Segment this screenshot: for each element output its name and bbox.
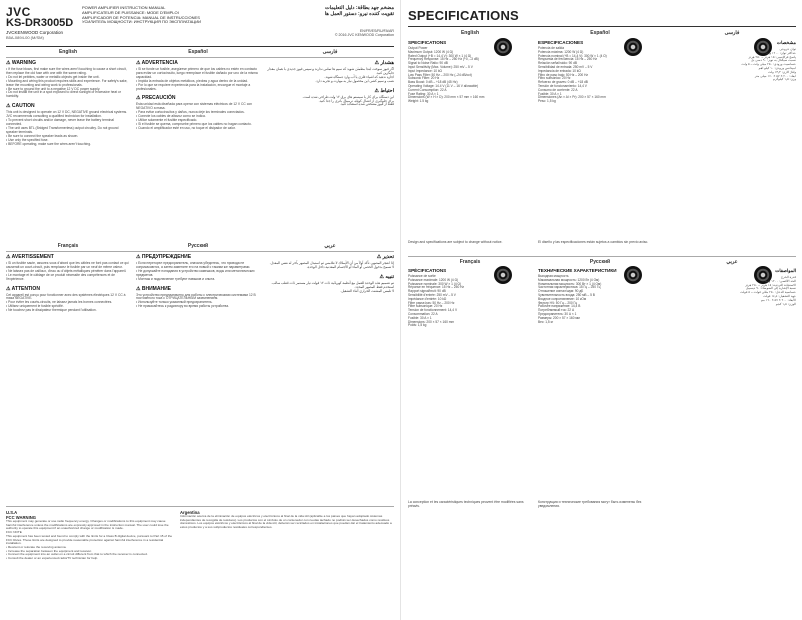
spec-title-ru: ТЕХНИЧЕСКИЕ ХАРАКТЕРИСТИКИ (538, 268, 617, 273)
manual-titles-rtl (294, 5, 394, 17)
caution-text-en: This unit is designed to operate on 12 V DC, NEGATIVE ground electrical systems. JVC recommends consulting a qualified technician for installation. • To prevent short circuits and/or damage, never leave the battery terminal connected. • The unit uses BTL (Bridged Transformerless) output circuitry. Do not ground speaker terminals. • Be sure to connect the speaker leads as shown. • Use only the specified fuse. • BEFORE operating, make sure the wires aren't touching. (6, 110, 128, 146)
spec-title-en: SPECIFICATIONS (408, 40, 447, 45)
document-header (6, 5, 394, 43)
column-rule-middle (6, 251, 394, 252)
advertencia-text-es: • Si se funde un fusible, asegúrese primero de que los cables no estén en contacto para evitar un cortocircuito, luego reemplace el fusible dañado por uno de la misma capacidad. • Impida la entrada de objetos metálicos, piedras y agua dentro de la unidad. • Por lo que se requiere experiencia para la instalación, encargue el montaje a profesionales. (136, 67, 258, 91)
left-page (0, 0, 400, 620)
spec-heading-russian: Русский (589, 259, 611, 265)
spec-heading-francais: Français (459, 259, 481, 265)
title-fr: AMPLIFICATEUR DE PUISSANCE: MODE D'EMPLOI (82, 9, 179, 15)
spec-text-ru: Выходная мощность Максимальная мощность: 1200 Вт (4 Ом) Номинальная мощность: 300 Вт × 1 (4 Ом) Частотная характеристика: 15 Гц – 250 Гц Отношение сигнал/шум: 90 дБ Чувствительность входа: 250 мВ – 5 В Входное сопротивление: 10 кОм Фильтр НЧ: 50 Гц – 200 Гц Рабочее напряжение: 14,4 В Потребляемый ток: 22 А Предохранитель: 30 А × 1 Размеры: 200 × 57 × 160 мм Вес: 1,5 кг (538, 274, 602, 324)
section-francais (6, 254, 130, 504)
precaucion-title-es: ⚠ PRECAUCIÓN (136, 95, 176, 102)
meta-languages: EN/FR/ES/RU/FA/AR (359, 29, 394, 33)
column-heading-arabic: عربي (324, 243, 336, 249)
argentina-title: Argentina (180, 510, 200, 515)
spec-heading-farsi: فارسی (724, 30, 740, 36)
predosterezhenie-text-ru: • Если перегорел предохранитель, сначала убедитесь, что провода не соприкасаются, а затем замените его на новый с такими же параметрами. • Не допускайте попадания в устройство камешков, воды или металлических предметов. • Монтаж и подключение требуют навыков и опыта. (136, 261, 255, 281)
column-heading-espanol: Español (188, 49, 208, 55)
spec-title-ar: المواصفات (775, 268, 796, 273)
spec-column-farsi (672, 40, 796, 240)
footnote-en: Design and specifications are subject to change without notice. (408, 240, 503, 244)
caution-title-fa: احتیاط ⚠ (374, 87, 394, 94)
spec-column-english (408, 40, 528, 240)
warning-title-en: ⚠ WARNING (6, 60, 37, 66)
spec-heading-espanol: Español (590, 30, 610, 36)
section-arabic (266, 254, 394, 504)
title-fa: تقویت کننده نیرو: دستور العمل ها (324, 11, 394, 17)
vnimanie-title-ru: ⚠ ВНИМАНИЕ (136, 285, 172, 292)
tahzir-text-ar: إذا انفجر المصهر، تأكد أولاً من أن الأسلاك لا تتلامس ثم استبدل المصهر بآخر له نفس المعدل. لا تسمح بدخول الحصى أو الماء أو الأجسام المعدنية داخل الوحدة. (269, 261, 394, 269)
footnote-es: El diseño y las especificaciones están sujetos a cambios sin previo aviso. (538, 240, 649, 244)
vnimanie-text-ru: Это устройство предназначено для работы с электрическими системами 12 В постоянного тока с ОТРИЦАТЕЛЬНЫМ заземлением. • Используйте только указанный предохранитель. • Не прикасайтесь к радиатору во время работы устройства. (136, 292, 256, 309)
manual-titles (82, 6, 292, 25)
header-rule (6, 46, 394, 47)
section-farsi-top (266, 60, 394, 240)
column-heading-francais: Français (57, 243, 79, 249)
tahzir-title-ar: تحذير ⚠ (376, 254, 394, 260)
caution-text-fa: این دستگاه برای کار با سیستم های برق ۱۲ ولت طراحی شده است. برای جلوگیری از اتصال کوتاه، ترمینال باتری را جدا کنید. فقط از فیوز مشخص شده استفاده کنید. (302, 94, 394, 107)
title-es: AMPLIFICADOR DE POTENCIA: MANUAL DE INSTRUCCIONES (82, 14, 200, 20)
specifications-heading: SPECIFICATIONS (408, 8, 519, 23)
spec-heading-english: English (460, 30, 480, 36)
advertencia-title-es: ⚠ ADVERTENCIA (136, 60, 178, 66)
meta-copyright: © 2016 JVC KENWOOD Corporation (334, 33, 394, 37)
right-page (402, 0, 802, 620)
spec-middle-rule (408, 256, 796, 257)
spec-text-ar: قدرة الخرج الحد الأقصى: ١٢٠٠ واط الاستجابة الترددية: ١٥ هرتز – ٢٥٠ هرتز نسبة الإشارة إلى الضوضاء: ٩٠ ديسيبل حساسية الدخل: ٢٥٠ مللي فولت – ٥ فولت جهد التشغيل: ١٤٫٤ فولت الأبعاد: ٢٠٠ × ٥٧ × ١٦٠ مم الوزن: ١٫٥ كجم (740, 275, 796, 306)
warning-text-en: • If the fuse blows, first make sure the wires aren't touching to cause a short circuit, then replace the old fuse with one with the same rating. • Do not let pebbles, water or metallic objects get inside the unit. • Mounting and wiring this product requires skills and experience. For safety's sake, leave the mounting and wiring work to professionals. • Be sure to ground the unit to a negative 12 V DC power supply. • Do not install the unit in a spot exposed to direct sunlight or excessive heat or humidity. (6, 67, 128, 99)
fcc-text: This equipment may generate or use radio frequency energy. Changes or modifications to this equipment may cause harmful interference unless the modifications are expressly approved in the instruction manual. The user could lose the authority to operate this equipment if an unauthorized change or modification is made. FCC NOTE This equipment has been tested and found to comply with the limits for a Class B digital device, pursuant to Part 15 of the FCC Rules. These limits are designed to provide reasonable protection against harmful interference in a residential installation. • Reorient or relocate the receiving antenna. • Increase the separation between the equipment and receiver. • Connect the equipment into an outlet on a circuit different from that to which the receiver is connected. • Consult the dealer or an experienced radio/TV technician for help. (6, 519, 173, 561)
column-heading-farsi: فارسی (322, 49, 338, 55)
avertissement-text-fr: • Si un fusible saute, assurez-vous d'abord que les câbles ne font pas contact ce qui causerait un court-circuit, puis remplacez le fusible par un neuf de même valeur. • Ne laissez pas de cailloux, d'eau ou d'objets métalliques pénétrer dans l'appareil. • Le montage et le câblage de ce produit nécessite des compétences et de l'expérience. (6, 261, 129, 281)
spec-text-es: Potencia de salida Potencia máxima: 1200 W (4 Ω) Potencia nominal (+B = 14,4 V): 300 W × 1 (4 Ω) Respuesta de frecuencia: 15 Hz – 250 Hz Relación señal/ruido: 90 dB Sensibilidad de entrada: 250 mV – 5 V Impedancia de entrada: 10 kΩ Filtro de paso bajo: 50 Hz – 200 Hz Filtro subsónico: 20 Hz Refuerzo de graves: 0 dB – +18 dB Tensión de funcionamiento: 14,4 V Consumo de corriente: 22 A Fusible: 30 A × 1 Dimensiones (An × Al × Pr): 200 × 57 × 160 mm Peso: 1,5 kg (538, 46, 607, 104)
warning-title-fa: هشدار ⚠ (374, 60, 394, 66)
model-number: KS-DR3005D (6, 17, 74, 29)
footnote-ru: Конструкция и технические требования могут быть изменены без уведомления. (538, 500, 642, 508)
section-russian (136, 254, 260, 504)
precaucion-text-es: Esta unidad está diseñada para operar con sistemas eléctricos de 12 V CC con NEGATIVO a masa. • Para evitar cortocircuitos y daños, nunca deje los terminales conectados. • Conecte los cables de altavoz como se indica. • Utilice solamente el fusible especificado. • Si el fusible se quema, compruebe primero que los cables no hagan contacto. • Cuando el amplificador esté en uso, no toque el disipador de calor. (136, 102, 253, 130)
fcc-region: U.S.A (6, 510, 18, 515)
header-meta (274, 29, 394, 37)
attention-text-fr: Cet appareil est conçu pour fonctionner avec des systèmes électriques 12 V CC à masa NÉGATIVE. • Pour éviter les courts-circuits, ne laissez jamais les bornes connectées. • Utilisez uniquement le fusible spécifié. • Ne touchez pas le dissipateur thermique pendant l'utilisation. (6, 292, 126, 313)
footnote-fr: La conception et les caractéristiques techniques peuvent être modifiées sans préavis. (408, 500, 524, 508)
footer-rule (6, 506, 394, 507)
spec-text-fa: توان خروجی حداکثر توان: ۱۲۰۰ وات پاسخ فرکانسی: ۱۵ هرتز – ۲۵۰ هرتز نسبت سیگنال به نویز: ۹۰ دسی بل حساسیت ورودی: ۲۵۰ میلی ولت – ۵ ولت امپدانس ورودی: ۱۰ کیلو اهم ولتاژ کاری: ۱۴٫۴ ولت ابعاد: ۲۰۰ × ۵۷ × ۱۶۰ میلی متر وزن: ۱٫۵ کیلوگرم (741, 47, 796, 82)
spec-column-russian (538, 268, 658, 498)
document-code: B5A-0894-00 (M/SM) (6, 35, 44, 40)
column-rule-top (6, 57, 394, 58)
fcc-title: FCC WARNING (6, 515, 37, 520)
spec-title-es: ESPECIFICACIONES (538, 40, 584, 45)
page-divider (400, 0, 401, 620)
avertissement-title-fr: ⚠ AVERTISSEMENT (6, 254, 54, 260)
spec-column-arabic (672, 268, 796, 498)
spec-heading-arabic: عربي (726, 259, 738, 265)
predosterezhenie-title-ru: ⚠ ПРЕДУПРЕЖДЕНИЕ (136, 254, 192, 260)
warning-text-fa: اگر فیوز سوخت ابتدا مطمئن شوید که سیم ها تماس ندارند و سپس فیوز جدیدی با همان مقدار جایگزین کنید. اجازه ندهید که اشیاء فلزی یا آب وارد دستگاه شوند. نصب و سیم کشی این محصول نیاز به مهارت و تجربه دارد. (267, 67, 394, 83)
corporation-name: JVCKENWOOD Corporation (6, 30, 64, 35)
brand-logo: JVC (6, 5, 31, 19)
spec-text-fr: Puissance de sortie Puissance maximale: 1200 W (4 Ω) Puissance nominale: 300 W × 1 (4 Ω) Réponse en fréquence: 15 Hz – 250 Hz Rapport signal/bruit: 90 dB Sensibilité d'entrée: 250 mV – 5 V Impédance d'entrée: 10 kΩ Filtre passe-bas: 50 Hz – 200 Hz Filtre subsonique: 20 Hz Tension de fonctionnement: 14,4 V Consommation: 22 A Fusible: 30 A × 1 Dimensions: 200 × 57 × 160 mm Poids: 1,5 kg (408, 274, 464, 328)
spec-title-fa: مشخصات (776, 40, 796, 45)
section-english-top (6, 60, 130, 240)
column-heading-english: English (58, 49, 78, 55)
title-ar: مضخم جهد بطاقة: دليل التعليمات (324, 5, 394, 11)
caution-title-en: ⚠ CAUTION (6, 103, 35, 110)
attention-title-fr: ⚠ ATTENTION (6, 285, 40, 292)
spec-column-espanol (538, 40, 658, 240)
specifications-rule (408, 26, 796, 27)
column-heading-russian: Русский (187, 243, 209, 249)
spec-text-en: Output Power Maximum Output: 1200 W (4 Ω) Rated Output (+B = 14.4 V): 300 W × 1 (4 Ω) Frequency Response: 15 Hz – 250 Hz (+0, –3 dB) Signal to Noise Ratio: 90 dB Input Sensitivity (Max. Volume): 250 mV – 5 V Input Impedance: 10 kΩ Low Pass Filter: 50 Hz – 200 Hz (–24 dB/oct) Subsonic Filter: 20 Hz Bass Boost: 0 dB – +18 dB (45 Hz) Operating Voltage: 14.4 V (11 V – 16 V allowable) Current Consumption: 22 A Fuse Rating: 30 A × 1 Dimensions (W × H × D): 200 mm × 57 mm × 160 mm Weight: 1.5 kg (408, 46, 485, 104)
section-espanol-top (136, 60, 260, 240)
title-ru: УСИЛИТЕЛЬ МОЩНОСТИ: ИНСТРУКЦИЯ ПО ЭКСПЛУАТАЦИИ (82, 19, 201, 25)
fcc-notice (6, 510, 176, 616)
spec-title-fr: SPÉCIFICATIONS (408, 268, 447, 273)
argentina-notice (180, 510, 394, 530)
argentina-text: Información acerca de la eliminación de equipos eléctricos y electrónicos al final de la vida útil (aplicable a los países que hayan adoptado sistemas independientes de recogida de residuos). Los productos con el símbolo de un contenedor con ruedas tachado no podrán ser desechados como residuos domésticos. Los equipos eléctricos y electrónicos al final de la vida útil, deberán ser reciclados en instalaciones que puedan dar el tratamiento adecuado a estos productos y a sus subproductos residuales correspondientes. (180, 514, 392, 530)
tanbih-title-ar: تنبيه ⚠ (379, 273, 394, 280)
title-en: POWER AMPLIFIER INSTRUCTION MANUAL (82, 5, 166, 10)
tanbih-text-ar: تم تصميم هذه الوحدة للعمل مع أنظمة كهربائية ذات ١٢ فولت تيار مستمر ذات قطب سالب. استخدم فقط المصهر المحدد. لا تلمس المشتت الحراري أثناء التشغيل. (271, 280, 394, 293)
spec-column-francais (408, 268, 528, 498)
